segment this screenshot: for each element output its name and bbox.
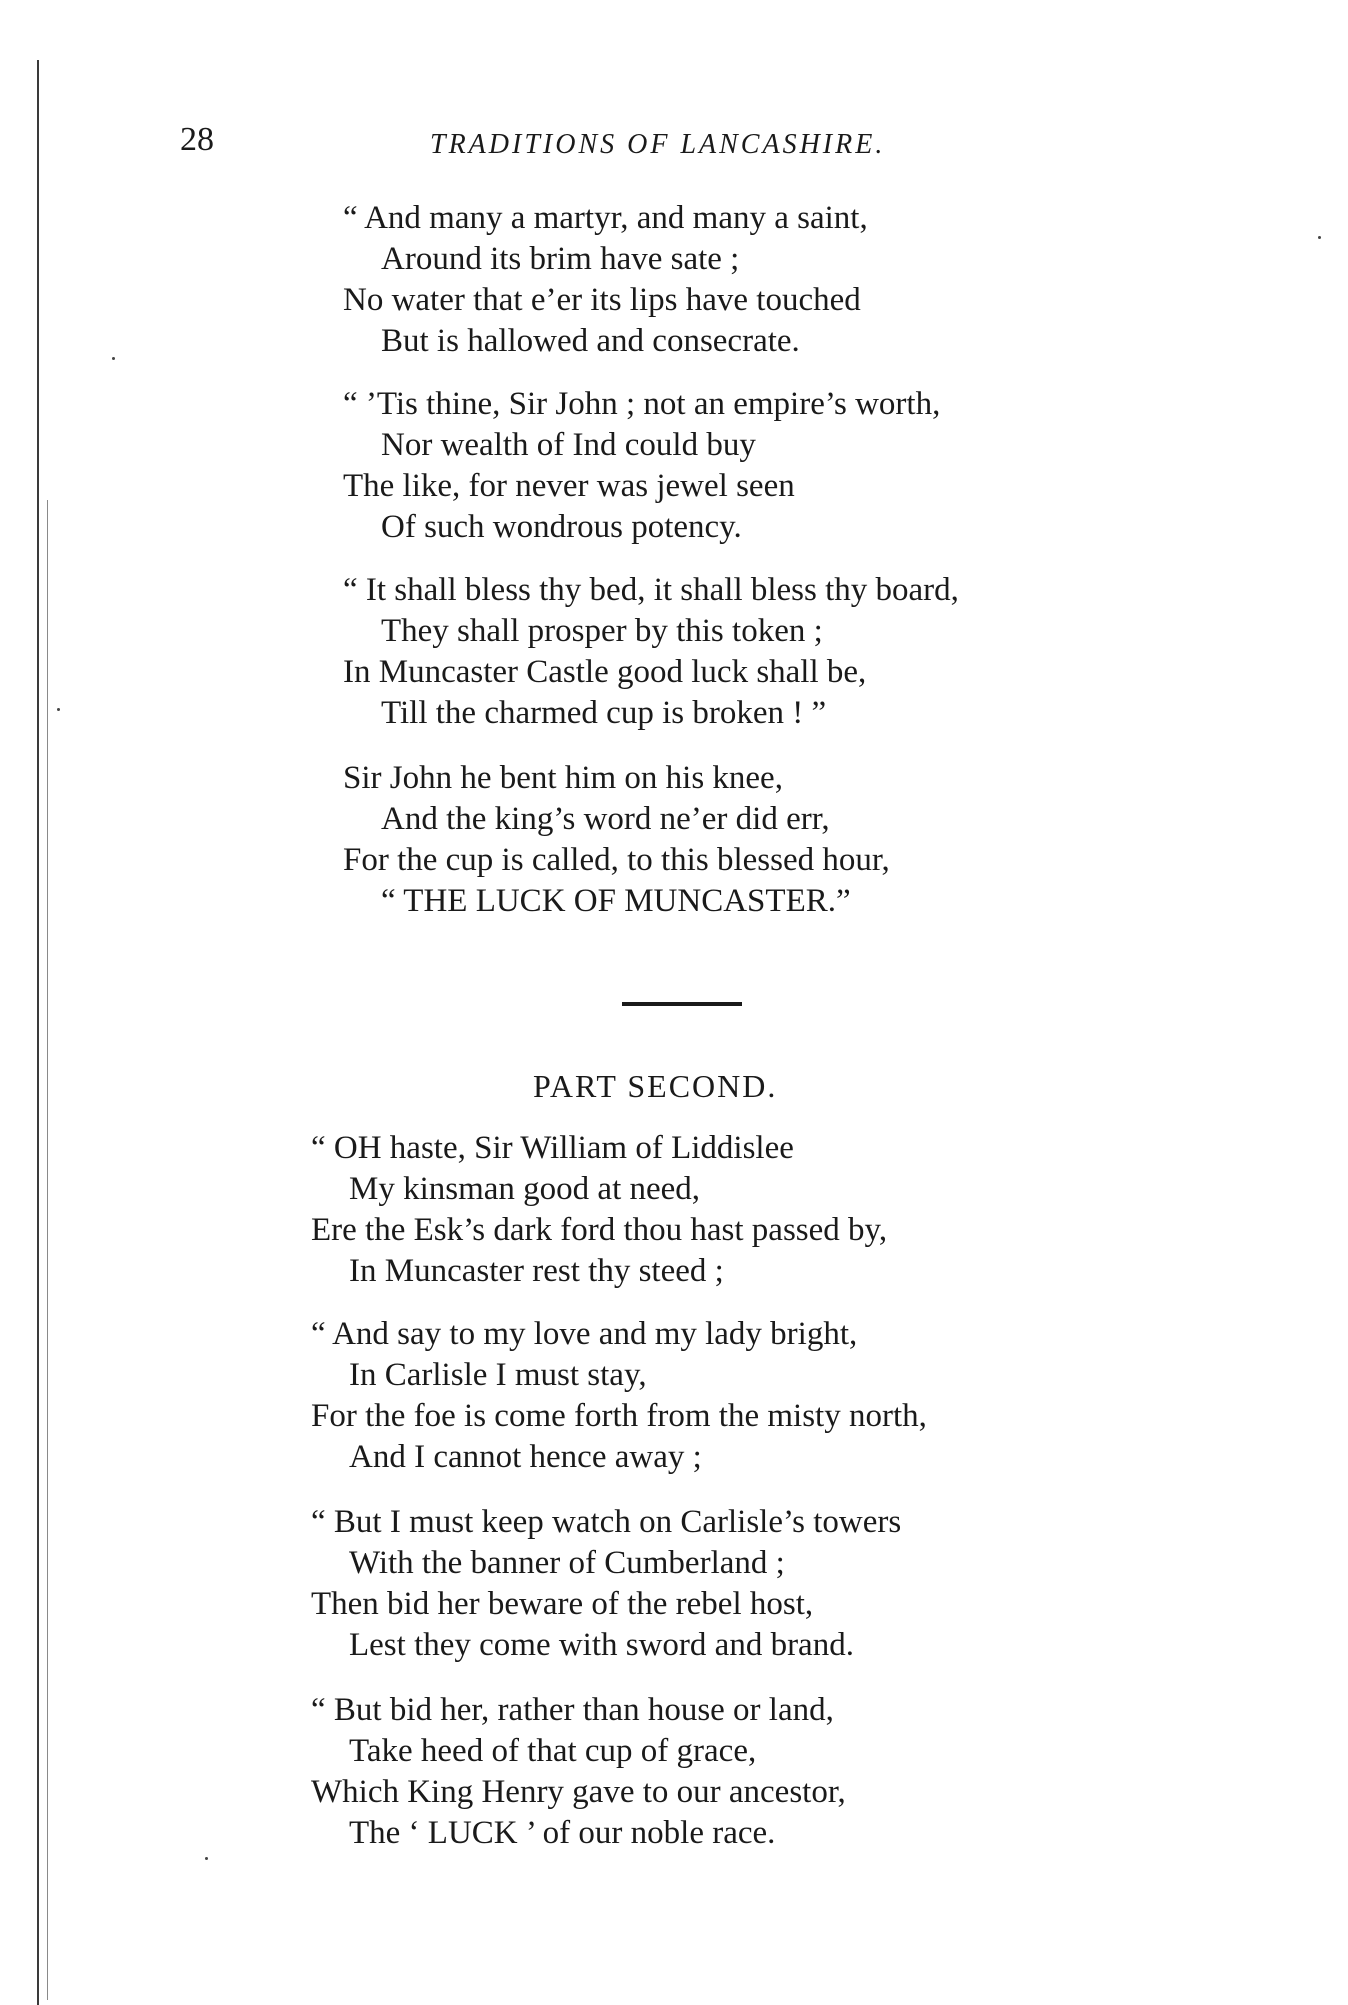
- verse-line: “ And say to my love and my lady bright,: [311, 1316, 858, 1352]
- verse-line: Then bid her beware of the rebel host,: [311, 1586, 814, 1622]
- section-divider: [622, 1002, 742, 1006]
- verse-line: In Muncaster rest thy steed ;: [349, 1253, 724, 1289]
- verse-line: “ ’Tis thine, Sir John ; not an empire’s worth,: [343, 386, 941, 422]
- verse-line: “ THE LUCK OF MUNCASTER.”: [381, 883, 851, 919]
- scan-speck: [1318, 236, 1321, 239]
- section-heading: PART SECOND.: [533, 1068, 778, 1104]
- stanza-part2-2: [311, 1314, 927, 1478]
- page-binding-edge: [37, 60, 39, 2005]
- verse-line: Nor wealth of Ind could buy: [381, 427, 756, 463]
- verse-line: “ OH haste, Sir William of Liddislee: [311, 1130, 794, 1166]
- scan-speck: [112, 357, 115, 360]
- verse-line: For the foe is come forth from the misty north,: [311, 1398, 927, 1434]
- running-title: TRADITIONS OF LANCASHIRE.: [430, 129, 886, 160]
- verse-line: Till the charmed cup is broken ! ”: [381, 695, 827, 731]
- verse-line: Take heed of that cup of grace,: [349, 1733, 757, 1769]
- verse-line: In Muncaster Castle good luck shall be,: [343, 654, 867, 690]
- verse-line: Which King Henry gave to our ancestor,: [311, 1774, 846, 1810]
- verse-line: My kinsman good at need,: [349, 1171, 701, 1207]
- verse-line: Ere the Esk’s dark ford thou hast passed by,: [311, 1212, 888, 1248]
- stanza-part1-4: [343, 758, 890, 922]
- verse-line: They shall prosper by this token ;: [381, 613, 823, 649]
- verse-line: With the banner of Cumberland ;: [349, 1545, 785, 1581]
- verse-line: Sir John he bent him on his knee,: [343, 760, 783, 796]
- verse-line: No water that e’er its lips have touched: [343, 282, 861, 318]
- verse-line: “ But I must keep watch on Carlisle’s towers: [311, 1504, 902, 1540]
- scan-speck: [57, 708, 60, 711]
- scan-speck: [205, 1857, 208, 1860]
- verse-line: In Carlisle I must stay,: [349, 1357, 647, 1393]
- verse-line: The like, for never was jewel seen: [343, 468, 795, 504]
- stanza-part1-3: [343, 570, 959, 734]
- verse-line: Around its brim have sate ;: [381, 241, 740, 277]
- verse-line: Of such wondrous potency.: [381, 509, 742, 545]
- stanza-part2-3: [311, 1502, 901, 1666]
- verse-line: But is hallowed and consecrate.: [381, 323, 800, 359]
- page-number: 28: [180, 121, 214, 158]
- verse-line: “ But bid her, rather than house or land,: [311, 1692, 834, 1728]
- verse-line: And the king’s word ne’er did err,: [381, 801, 830, 837]
- page-binding-shadow: [47, 500, 48, 2000]
- verse-line: For the cup is called, to this blessed hour,: [343, 842, 890, 878]
- verse-line: “ And many a martyr, and many a saint,: [343, 200, 868, 236]
- stanza-part2-4: [311, 1690, 846, 1854]
- stanza-part1-2: [343, 384, 940, 548]
- stanza-part1-1: [343, 198, 868, 362]
- verse-line: The ‘ LUCK ’ of our noble race.: [349, 1815, 776, 1851]
- verse-line: Lest they come with sword and brand.: [349, 1627, 854, 1663]
- stanza-part2-1: [311, 1128, 887, 1292]
- verse-line: “ It shall bless thy bed, it shall bless thy board,: [343, 572, 959, 608]
- verse-line: And I cannot hence away ;: [349, 1439, 702, 1475]
